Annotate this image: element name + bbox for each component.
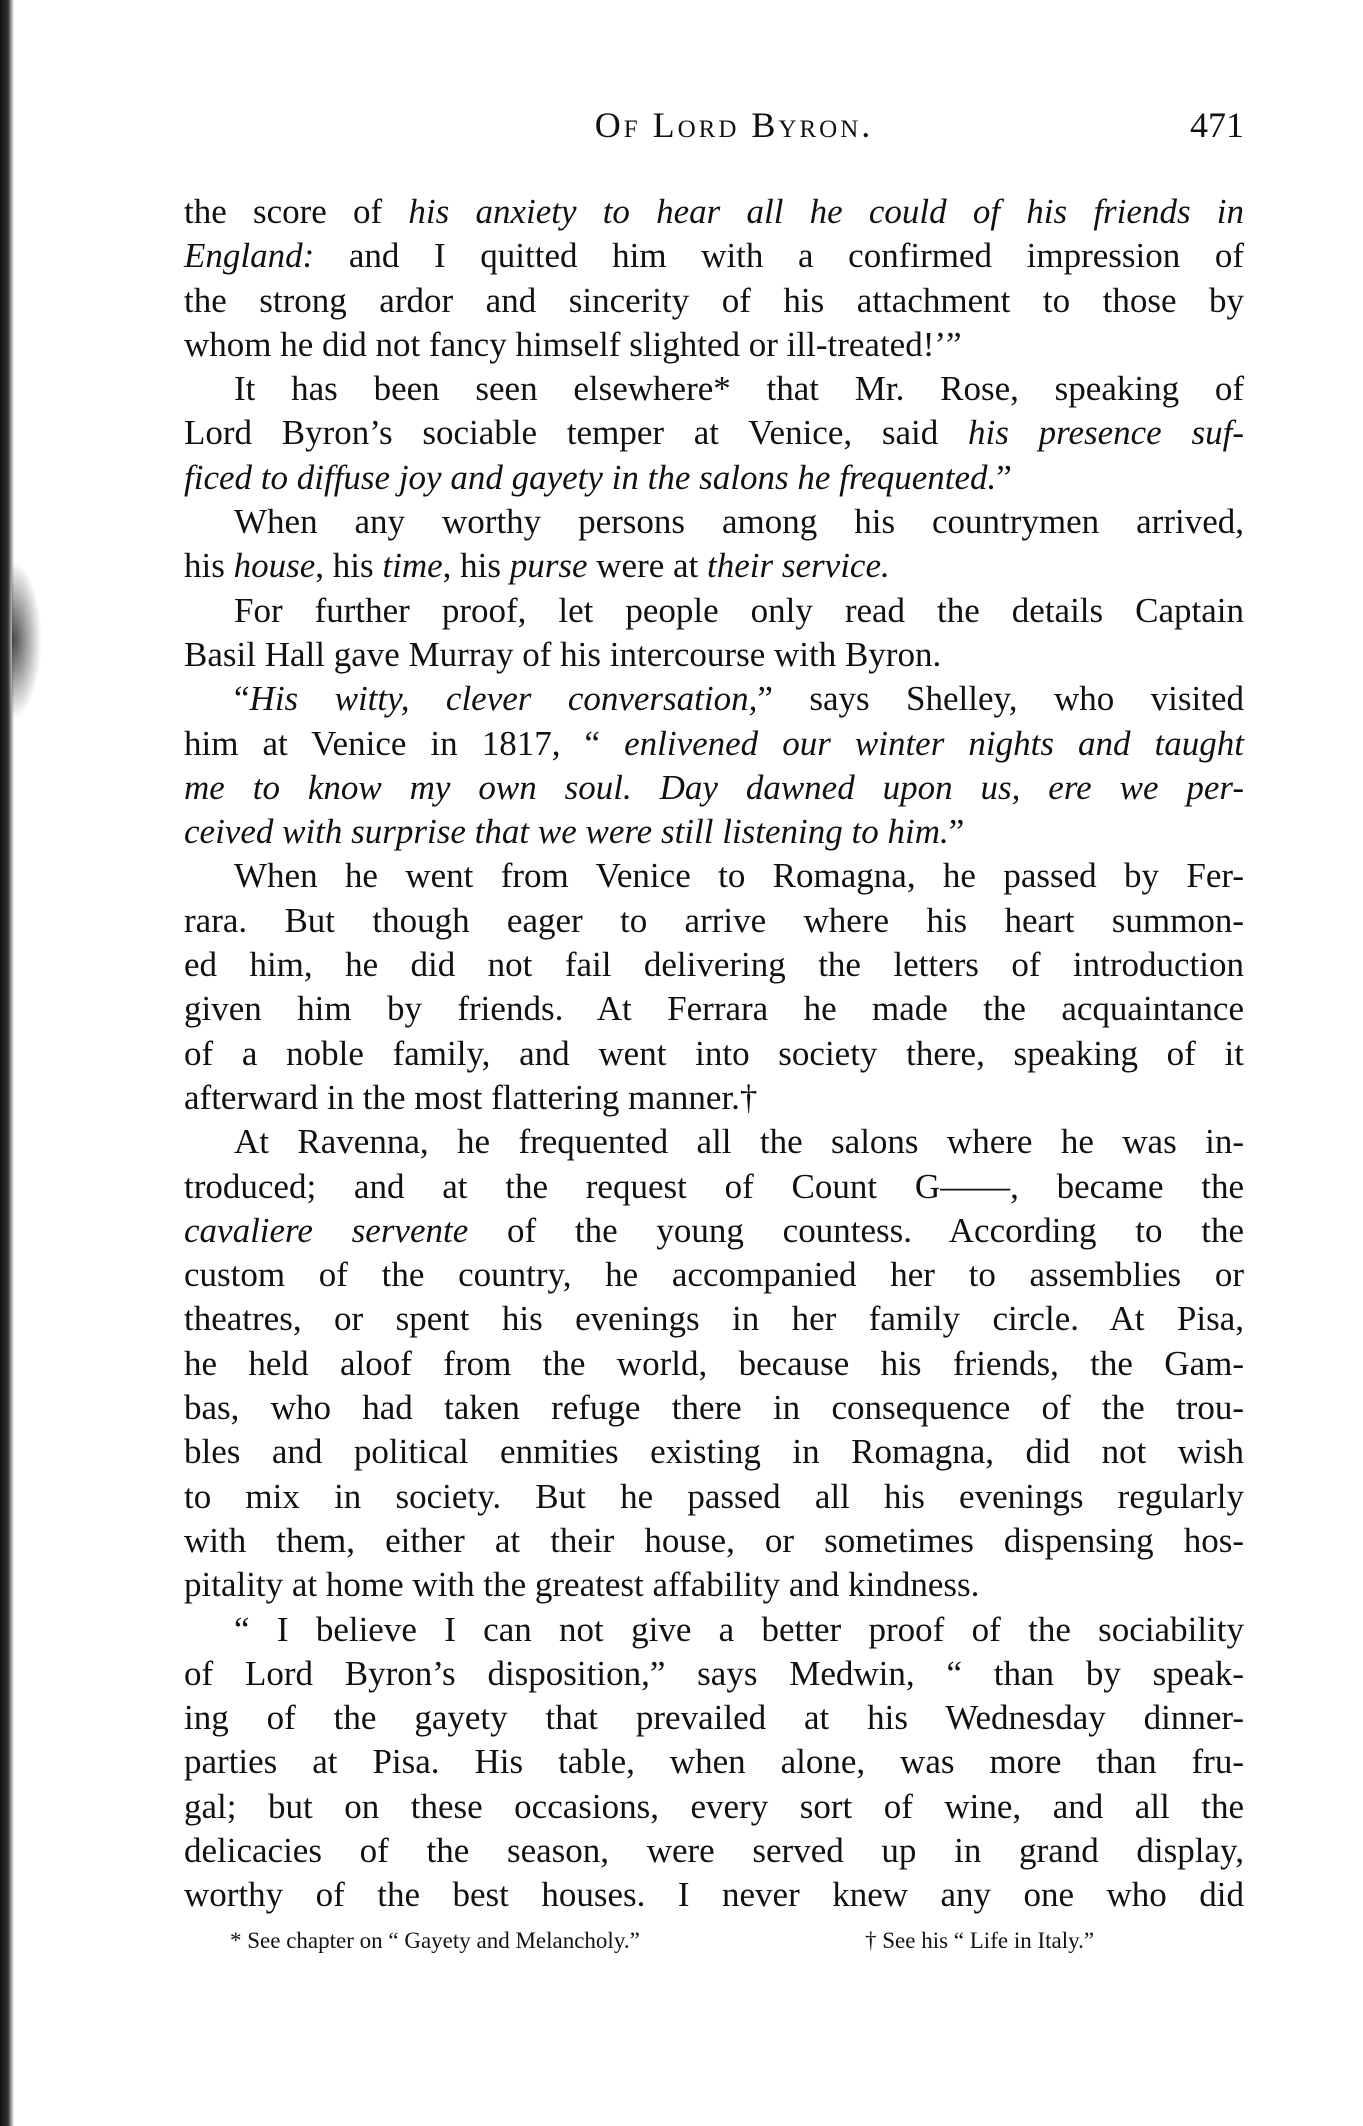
text-span: For further proof, let people only read the details Captain — [234, 590, 1244, 630]
text-line — [184, 190, 1244, 234]
text-line — [184, 1740, 1244, 1784]
italic-text: cavaliere servente — [184, 1210, 469, 1250]
text-line — [184, 323, 1244, 367]
text-span: the score of — [184, 192, 409, 231]
text-span: and I quitted him with a confirmed impression of — [314, 236, 1244, 276]
text-span: with them, either at their house, or sometimes dispensing hos- — [184, 1520, 1244, 1560]
text-span: rara. But though eager to arrive where his heart summon- — [184, 900, 1244, 940]
page-binding-edge — [0, 0, 14, 2126]
italic-text: purse — [509, 546, 588, 586]
text-line — [184, 1608, 1244, 1652]
text-line — [184, 1076, 1244, 1120]
italic-text: ceived with surprise that we were still listening to him. — [184, 812, 949, 852]
text-line — [184, 279, 1244, 323]
text-line — [184, 544, 1244, 588]
text-span: of Lord Byron’s disposition,” says Medwin, “ than by speak- — [184, 1653, 1244, 1693]
text-span: , his — [315, 546, 383, 586]
italic-text: England: — [184, 236, 315, 276]
italic-text: enlivened our winter nights and taught — [624, 723, 1244, 763]
text-line — [184, 456, 1244, 500]
text-line — [184, 500, 1244, 544]
text-line — [184, 810, 1244, 854]
text-span: ” — [996, 457, 1012, 497]
paragraph — [184, 589, 1244, 678]
text-span: When he went from Venice to Romagna, he passed by Fer- — [234, 856, 1244, 896]
text-span: of a noble family, and went into society there, speaking of it — [184, 1033, 1244, 1073]
italic-text: house — [233, 546, 316, 586]
text-span: worthy of the best houses. I never knew any one who did — [184, 1875, 1244, 1915]
text-line — [184, 589, 1244, 633]
text-span: It has been seen elsewhere* that Mr. Rose, speaking of — [234, 369, 1244, 409]
text-line — [184, 1386, 1244, 1430]
text-span: his — [184, 546, 234, 586]
paragraph — [184, 500, 1244, 589]
footnote-dagger: † See his “ Life in Italy.” — [865, 1928, 1095, 1953]
text-span: the strong ardor and sincerity of his attachment to those by — [184, 280, 1244, 320]
paragraph — [184, 677, 1244, 854]
text-span: ” says Shelley, who visited — [757, 679, 1244, 719]
text-line — [184, 1785, 1244, 1829]
text-span: of the young countess. According to the — [468, 1210, 1244, 1250]
text-span: At Ravenna, he frequented all the salons where he was in- — [234, 1122, 1244, 1162]
text-span: him at Venice in 1817, “ — [184, 723, 625, 763]
text-span: parties at Pisa. His table, when alone, was more than fru- — [184, 1742, 1244, 1782]
text-line — [184, 1430, 1244, 1474]
text-span: bas, who had taken refuge there in consequence of the trou- — [184, 1388, 1244, 1428]
text-span: bles and political enmities existing in Romagna, did not wish — [184, 1432, 1244, 1472]
text-span: custom of the country, he accompanied her to assemblies or — [184, 1255, 1244, 1295]
text-line — [184, 854, 1244, 898]
text-line — [184, 1475, 1244, 1519]
running-title: Of Lord Byron. — [594, 105, 874, 145]
text-span: whom he did not fancy himself slighted or ill-treated!’” — [184, 324, 962, 364]
text-span: Lord Byron’s sociable temper at Venice, said — [184, 413, 969, 453]
text-line — [184, 1563, 1244, 1607]
text-span: gal; but on these occasions, every sort of wine, and all the — [184, 1786, 1244, 1826]
text-span: “ I believe I can not give a better proof of the sociability — [234, 1609, 1244, 1649]
text-span: ing of the gayety that prevailed at his Wednesday dinner- — [184, 1698, 1244, 1738]
text-line — [184, 1165, 1244, 1209]
text-line — [184, 1873, 1244, 1917]
body-text — [184, 190, 1244, 1918]
text-line — [184, 1652, 1244, 1696]
text-span: delicacies of the season, were served up in grand display, — [184, 1830, 1244, 1870]
text-span: When any worthy persons among his countrymen arrived, — [234, 502, 1244, 542]
text-line — [184, 1209, 1244, 1253]
text-span: theatres, or spent his evenings in her family circle. At Pisa, — [184, 1299, 1244, 1339]
page-number: 471 — [1190, 105, 1244, 145]
text-line — [184, 677, 1244, 721]
italic-text: ficed to diffuse joy and gayety in the salons he frequented. — [184, 457, 997, 497]
text-span: to mix in society. But he passed all his evenings regularly — [184, 1476, 1244, 1516]
text-line — [184, 1342, 1244, 1386]
text-line — [184, 1253, 1244, 1297]
text-span: were at — [587, 546, 708, 586]
text-line — [184, 1032, 1244, 1076]
text-span: he held aloof from the world, because his friends, the Gam- — [184, 1343, 1244, 1383]
text-span: ed him, he did not fail delivering the letters of introduction — [184, 945, 1244, 985]
text-line — [184, 987, 1244, 1031]
italic-text: their service. — [707, 546, 890, 586]
text-span: pitality at home with the greatest affability and kindness. — [184, 1565, 980, 1605]
text-span: troduced; and at the request of Count G——, became the — [184, 1166, 1244, 1206]
paragraph — [184, 854, 1244, 1120]
text-line — [184, 899, 1244, 943]
text-line — [184, 1696, 1244, 1740]
text-line — [184, 411, 1244, 455]
text-span: “ — [234, 679, 250, 719]
text-line — [184, 943, 1244, 987]
text-span: given him by friends. At Ferrara he made the acquaintance — [184, 989, 1244, 1029]
italic-text: me to know my own soul. Day dawned upon us, ere we per- — [184, 767, 1244, 807]
page-header — [184, 104, 1244, 150]
italic-text: his anxiety to hear all he could of his friends in — [408, 192, 1244, 231]
paragraph — [184, 190, 1244, 367]
text-line — [184, 1829, 1244, 1873]
text-line — [184, 766, 1244, 810]
paragraph — [184, 1608, 1244, 1918]
paragraph — [184, 367, 1244, 500]
text-span: ” — [948, 812, 965, 852]
footnote-asterisk: * See chapter on “ Gayety and Melancholy.” — [230, 1928, 640, 1953]
paragraph — [184, 1120, 1244, 1607]
text-line — [184, 367, 1244, 411]
italic-text: his presence suf- — [968, 413, 1244, 453]
text-line — [184, 1297, 1244, 1341]
footnotes — [230, 1928, 1230, 1954]
text-line — [184, 1120, 1244, 1164]
text-line — [184, 1519, 1244, 1563]
text-span: Basil Hall gave Murray of his intercourse with Byron. — [184, 634, 942, 674]
text-line — [184, 722, 1244, 766]
text-span: , his — [442, 546, 510, 586]
italic-text: time — [382, 546, 443, 586]
text-span: afterward in the most flattering manner.† — [184, 1077, 758, 1117]
text-line — [184, 633, 1244, 677]
page-binding-shadow — [12, 560, 42, 720]
italic-text: His witty, clever conversation, — [249, 679, 758, 719]
text-line — [184, 234, 1244, 278]
